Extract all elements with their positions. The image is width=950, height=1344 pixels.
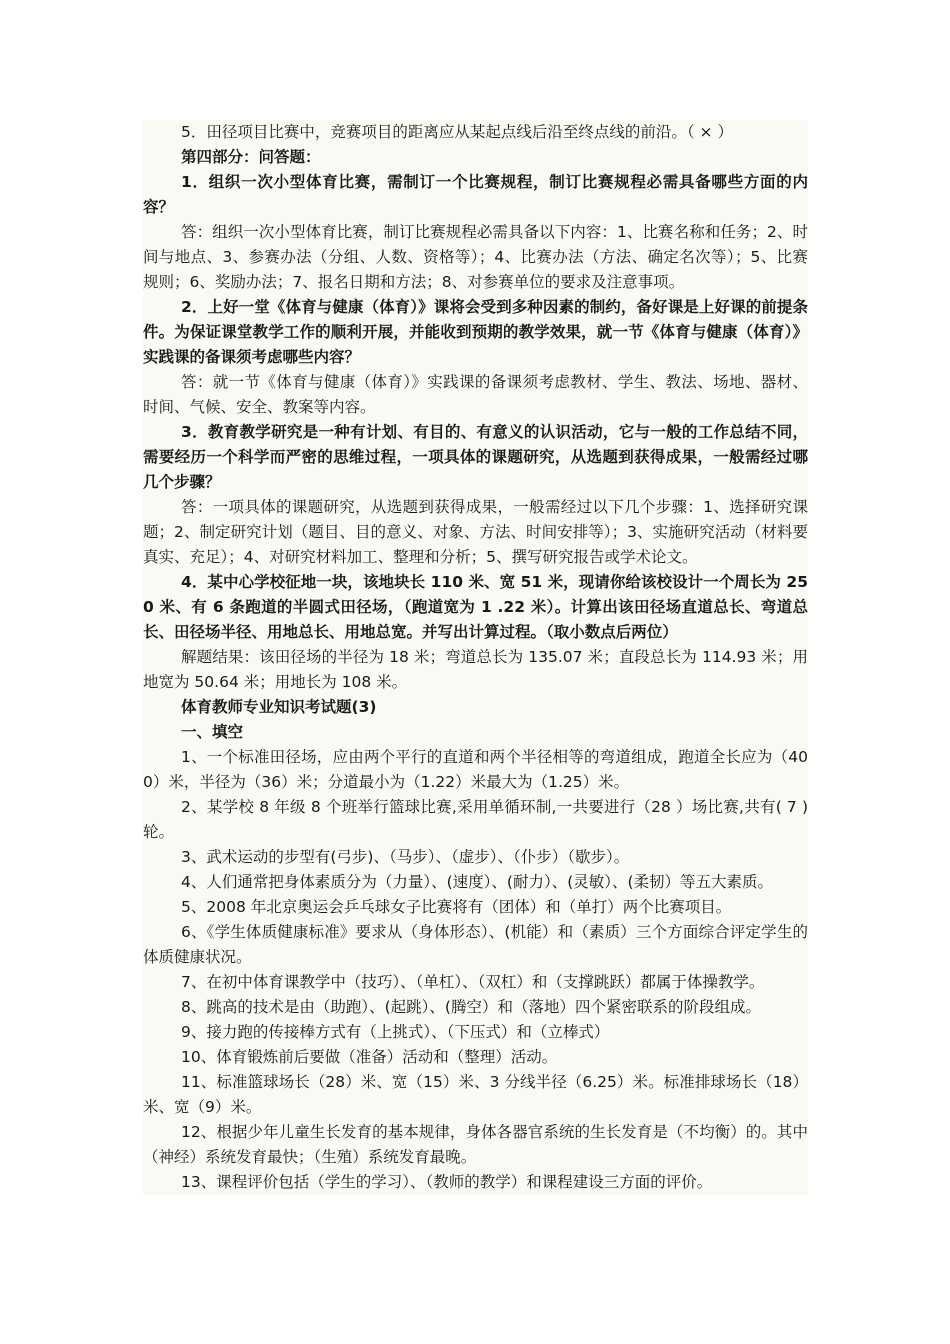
fill-item-1: 1、一个标准田径场，应由两个平行的直道和两个半径相等的弯道组成，跑道全长应为（400）米，半径为（36）米；分道最小为（1.22）米最大为（1.25）米。 [143,748,808,791]
fill-item-7: 7、在初中体育课教学中（技巧）、（单杠）、（双杠）和（支撑跳跃）都属于体操教学。 [181,973,765,991]
fill-item-3: 3、武术运动的步型有(弓步)、（马步）、（虚步）、（仆步）（歇步）。 [181,848,630,866]
fill-item-10: 10、体育锻炼前后要做（准备）活动和（整理）活动。 [181,1048,558,1066]
answer-3: 答：一项具体的课题研究，从选题到获得成果，一般需经过以下几个步骤：1、选择研究课题；2、制定研究计划（题目、目的意义、对象、方法、时间安排等）；3、实施研究活动（材料要真实、充足）；4、对研究材料加工、整理和分析；5、撰写研究报告或学术论文。 [143,498,808,566]
fill-item-12: 12、根据少年儿童生长发育的基本规律，身体各器官系统的生长发育是（不均衡）的。其中（神经）系统发育最快；（生殖）系统发育最晚。 [143,1123,808,1166]
question-4: 4．某中心学校征地一块，该地块长 110 米、宽 51 米，现请你给该校设计一个周长为 250 米、有 6 条跑道的半圆式田径场，（跑道宽为 1 .22 米）。计算出该田径场直道总长、弯道总长、田径场半径、用地总长、用地总宽。并写出计算过程。（取小数点后两位） [143,573,808,641]
fill-item-13: 13、课程评价包括（学生的学习）、（教师的教学）和课程建设三方面的评价。 [181,1173,713,1191]
answer-1: 答：组织一次小型体育比赛，制订比赛规程必需具备以下内容：1、比赛名称和任务；2、时间与地点、3、参赛办法（分组、人数、资格等）；4、比赛办法（方法、确定名次等）；5、比赛规则；6、奖励办法；7、报名日期和方法；8、对参赛单位的要求及注意事项。 [143,223,808,291]
question-2: 2．上好一堂《体育与健康（体育）》课将会受到多种因素的制约，备好课是上好课的前提条件。为保证课堂教学工作的顺利开展，并能收到预期的教学效果，就一节《体育与健康（体育）》实践课的备课须考虑哪些内容？ [143,298,808,366]
fill-item-5: 5、2008 年北京奥运会乒乓球女子比赛将有（团体）和（单打）两个比赛项目。 [181,898,732,916]
fill-item-11: 11、标准篮球场长（28）米、宽（15）米、3 分线半径（6.25）米。标准排球场长（18）米、宽（9）米。 [143,1073,808,1116]
question-1: 1．组织一次小型体育比赛，需制订一个比赛规程，制订比赛规程必需具备哪些方面的内容？ [143,173,808,216]
answer-4: 解题结果：该田径场的半径为 18 米；弯道总长为 135.07 米；直段总长为 114.93 米；用地宽为 50.64 米；用地长为 108 米。 [143,648,808,691]
fill-item-2: 2、某学校 8 年级 8 个班举行篮球比赛,采用单循环制,一共要进行（28 ）场比赛,共有( 7 )轮。 [143,798,808,841]
answer-2: 答：就一节《体育与健康（体育）》实践课的备课须考虑教材、学生、教法、场地、器材、时间、气候、安全、教案等内容。 [143,373,808,416]
document-body [143,120,808,1195]
fill-item-6: 6、《学生体质健康标准》要求从（身体形态）、(机能）和（素质）三个方面综合评定学生的体质健康状况。 [143,923,808,966]
part4-heading: 第四部分：问答题： [181,148,321,166]
judge-item-5: 5．田径项目比赛中，竞赛项目的距离应从某起点线后沿至终点线的前沿。（ × ） [181,123,733,141]
question-3: 3．教育教学研究是一种有计划、有目的、有意义的认识活动，它与一般的工作总结不同，需要经历一个科学而严密的思维过程，一项具体的课题研究，从选题到获得成果，一般需经过哪几个步骤？ [143,423,808,491]
fill-item-4: 4、人们通常把身体素质分为（力量）、(速度）、(耐力）、(灵敏）、(柔韧）等五大素质。 [181,873,774,891]
fill-item-8: 8、跳高的技术是由（助跑）、(起跳）、(腾空）和（落地）四个紧密联系的阶段组成。 [181,998,761,1016]
fill-item-9: 9、接力跑的传接棒方式有（上挑式）、（下压式）和（立棒式） [181,1023,610,1041]
section-fill-in-heading: 一、填空 [181,723,244,741]
exam-3-title: 体育教师专业知识考试题(3) [181,698,377,716]
